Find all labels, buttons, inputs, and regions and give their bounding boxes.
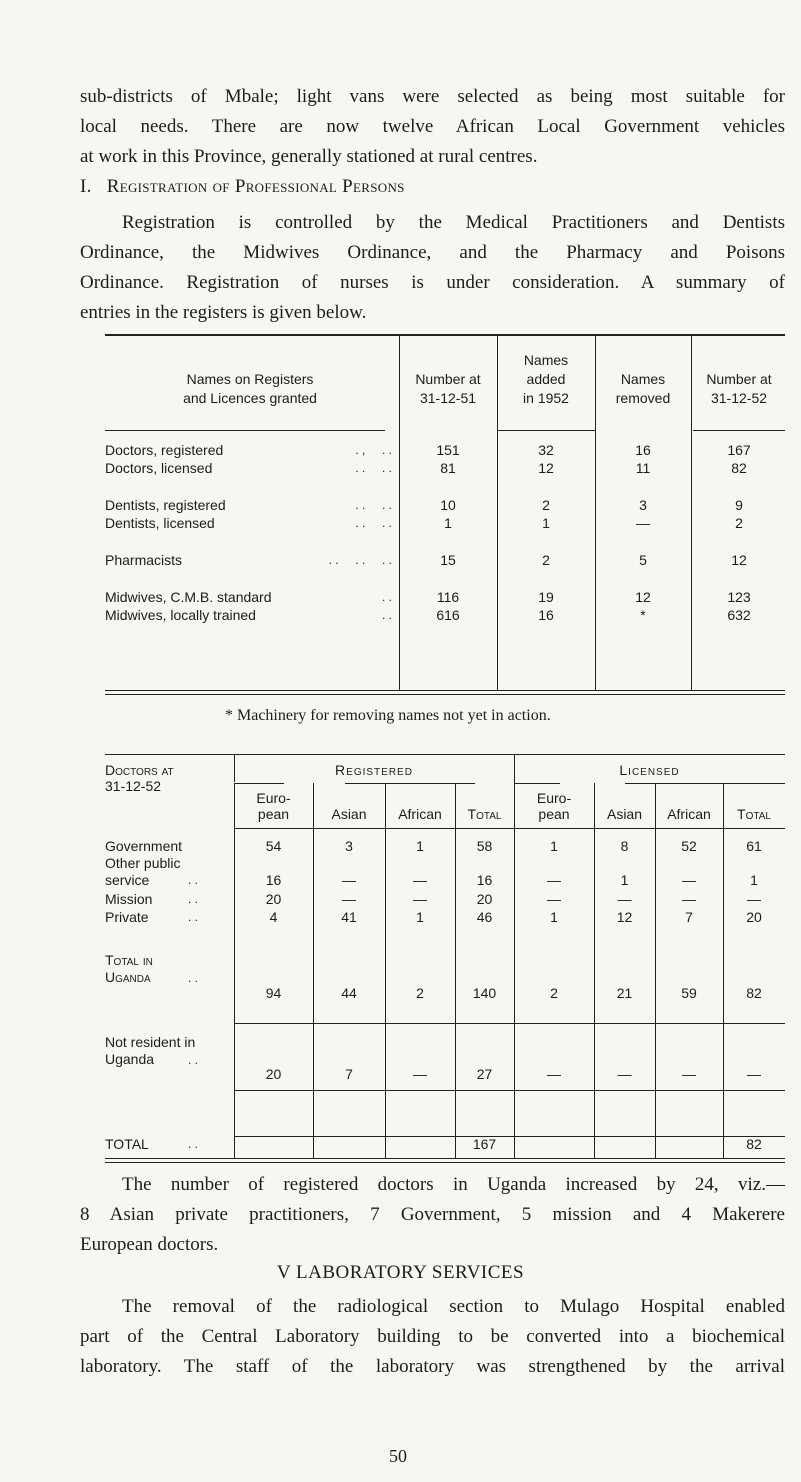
table-cell: 81 (440, 460, 456, 476)
table-cell: 41 (341, 909, 357, 925)
leader-dots: . . (188, 1053, 199, 1067)
table-cell: 46 (476, 909, 493, 925)
table-cell: 16 (265, 872, 282, 888)
column-header: Asian (331, 806, 367, 822)
text-line: local needs. There are now twelve African Local Government vehicles (80, 116, 785, 137)
table-cell: 9 (735, 497, 743, 513)
table-cell: 7 (345, 1066, 353, 1082)
table-cell: 20 (746, 909, 762, 925)
table-row-label: Pharmacists (105, 552, 183, 568)
leader-dots: . . . . (355, 516, 392, 530)
table-row-label: Government (105, 838, 183, 854)
table-cell: 10 (440, 497, 456, 513)
table-row-label: Midwives, C.M.B. standard (105, 589, 272, 605)
section-heading (80, 176, 405, 198)
table-cell: 1 (416, 838, 424, 854)
leader-dots: . , . . (355, 443, 392, 457)
table-cell: 16 (538, 607, 554, 623)
table-cell: 94 (265, 985, 282, 1001)
table-cell: 1 (416, 909, 424, 925)
group-header-licensed: Licensed (619, 762, 680, 778)
table-cell: 2 (416, 985, 424, 1001)
table-cell: 8 (620, 838, 629, 854)
table-row-label: Doctors, licensed (105, 460, 213, 476)
column-header: Names on Registers and Licences granted (183, 371, 317, 406)
column-header: Total (467, 806, 502, 822)
table-cell: 21 (616, 985, 633, 1001)
table-corner-header: Doctors at 31-12-52 (105, 762, 174, 794)
table-rule (105, 430, 385, 431)
table-cell: 151 (436, 442, 460, 458)
table-cell: 2 (542, 497, 550, 513)
text-line: Ordinance, the Midwives Ordinance, and the Pharmacy and Poisons (80, 242, 785, 263)
table-cell: — (682, 1066, 696, 1082)
leader-dots: . . . . (355, 498, 392, 512)
table-rule (234, 1090, 785, 1091)
table-cell: — (413, 872, 427, 888)
table-cell: 1 (444, 515, 452, 531)
table-row-label: TOTAL (105, 1136, 149, 1152)
leader-dots: . . (188, 873, 199, 887)
table-cell: 2 (735, 515, 743, 531)
closing-paragraph (80, 1170, 785, 1260)
table-cell: 140 (472, 985, 497, 1001)
text-line: part of the Central Laboratory building to be converted into a biochemical (80, 1326, 785, 1347)
text-line: sub-districts of Mbale; light vans were selected as being most suitable for (80, 86, 785, 107)
table-cell: — (413, 1066, 427, 1082)
table-cell: 12 (635, 589, 651, 605)
table-cell: 32 (538, 442, 554, 458)
footnote: * Machinery for removing names not yet in action. (225, 707, 551, 724)
intro-paragraph (80, 82, 785, 172)
leader-dots: . . (381, 590, 392, 604)
table-cell: 5 (639, 552, 647, 568)
section-paragraph (80, 208, 785, 328)
text-line: laboratory. The staff of the laboratory was strengthened by the arrival (80, 1356, 785, 1377)
table-cell: 3 (345, 838, 353, 854)
text-line: at work in this Province, generally stationed at rural centres. (80, 146, 538, 167)
table-cell: 59 (681, 985, 697, 1001)
section-title: V LABORATORY SERVICES (276, 1262, 525, 1283)
table-row-label: Mission (105, 891, 153, 907)
table-rule (234, 783, 284, 784)
table-cell: 20 (265, 1066, 282, 1082)
table-rule (105, 1162, 785, 1163)
table-cell: — (682, 891, 696, 907)
leader-dots: . . (188, 910, 199, 924)
table-row-label: Dentists, licensed (105, 515, 215, 531)
section-title: Registration of Professional Persons (106, 176, 405, 197)
table-row-label: Total in Uganda (105, 952, 153, 985)
table-cell: — (342, 872, 356, 888)
table-cell: 3 (639, 497, 647, 513)
table-cell: — (682, 872, 696, 888)
table-cell: — (747, 891, 761, 907)
table-cell: 44 (341, 985, 357, 1001)
table-row-label: Other public service (105, 855, 181, 888)
table-cell: 7 (685, 909, 693, 925)
column-header: African (398, 806, 442, 822)
column-header: Number at 31-12-52 (706, 371, 772, 406)
table-cell: — (617, 1066, 632, 1082)
table-cell: — (747, 1066, 761, 1082)
table-cell: 616 (436, 607, 460, 623)
table-cell: 61 (746, 838, 762, 854)
column-header: Names added in 1952 (523, 352, 569, 406)
table-cell: 16 (476, 872, 493, 888)
table-cell: — (547, 872, 561, 888)
table-cell: — (547, 1066, 561, 1082)
table-cell: 20 (476, 891, 493, 907)
text-line: 8 Asian private practitioners, 7 Government, 5 mission and 4 Makerere (80, 1204, 785, 1225)
table-rule (105, 1158, 785, 1159)
text-line: The number of registered doctors in Uganda increased by 24, viz.— (122, 1174, 785, 1195)
leader-dots: . . (188, 892, 199, 906)
text-line: European doctors. (80, 1234, 219, 1255)
table-cell: 1 (550, 838, 558, 854)
leader-dots: . . . . . . (328, 553, 392, 567)
page-number: 50 (389, 1446, 407, 1466)
table-cell: 167 (727, 442, 751, 458)
table-cell: 1 (550, 909, 558, 925)
table-cell: 11 (635, 460, 651, 476)
table-cell: 1 (542, 515, 550, 531)
table-cell: — (636, 515, 650, 531)
table-row-label: Midwives, locally trained (105, 607, 256, 623)
section-number: I. (80, 176, 92, 197)
table-rule (105, 754, 785, 755)
text-line: The removal of the radiological section to Mulago Hospital enabled (122, 1296, 785, 1317)
column-header: Euro- pean (256, 790, 291, 822)
table-cell: * (640, 607, 646, 623)
table-cell: 1 (620, 872, 629, 888)
table-rule (105, 334, 785, 336)
leader-dots: . . . . (355, 461, 392, 475)
table-cell: 52 (681, 838, 697, 854)
table-cell: 82 (746, 985, 762, 1001)
table-cell: 16 (635, 442, 651, 458)
table-rule (497, 430, 595, 431)
leader-dots: . . (188, 971, 199, 985)
table-cell: 15 (440, 552, 456, 568)
table-cell: 2 (550, 985, 558, 1001)
leader-dots: . . (188, 1137, 199, 1151)
text-line: Ordinance. Registration of nurses is under consideration. A summary of (80, 272, 785, 293)
table-cell: 167 (472, 1136, 497, 1152)
column-header: Names removed (615, 371, 671, 406)
table-row-label: Private (105, 909, 149, 925)
table-cell: 19 (538, 589, 554, 605)
table-cell: 632 (727, 607, 751, 623)
table-cell: 20 (265, 891, 282, 907)
table-cell: 82 (731, 460, 747, 476)
table-cell: 12 (538, 460, 554, 476)
table-cell: 12 (731, 552, 747, 568)
column-header: Total (737, 806, 771, 822)
section-paragraph (80, 1292, 785, 1382)
table-cell: 116 (436, 589, 460, 605)
table-rule (234, 1023, 785, 1024)
table-row-label: Dentists, registered (105, 497, 226, 513)
table-cell: 4 (269, 909, 278, 925)
group-header-registered: Registered (335, 762, 413, 778)
text-line: Registration is controlled by the Medical Practitioners and Dentists (122, 212, 785, 233)
table-rule (625, 783, 785, 784)
table-cell: — (413, 891, 427, 907)
table-cell: 2 (542, 552, 550, 568)
table-cell: 1 (750, 872, 758, 888)
table-cell: — (547, 891, 561, 907)
table-row-label: Not resident in Uganda (105, 1034, 196, 1067)
table-cell: 12 (616, 909, 633, 925)
table-rule (693, 430, 785, 431)
table-rule (234, 828, 785, 829)
table-cell: 82 (746, 1136, 762, 1152)
leader-dots: . . (381, 608, 392, 622)
table-row-label: Doctors, registered (105, 442, 224, 458)
table-cell: 58 (476, 838, 493, 854)
column-header: Number at 31-12-51 (415, 371, 481, 406)
table-rule (105, 694, 785, 695)
column-header: Asian (606, 806, 643, 822)
table-rule (515, 783, 560, 784)
table-cell: — (617, 891, 632, 907)
table-cell: 54 (265, 838, 282, 854)
table-cell: — (342, 891, 356, 907)
table-cell: 123 (727, 589, 751, 605)
column-header: Euro- pean (536, 790, 572, 822)
table-rule (105, 690, 785, 691)
table-cell: 27 (476, 1066, 493, 1082)
text-line: entries in the registers is given below. (80, 302, 367, 323)
column-header: African (667, 806, 711, 822)
